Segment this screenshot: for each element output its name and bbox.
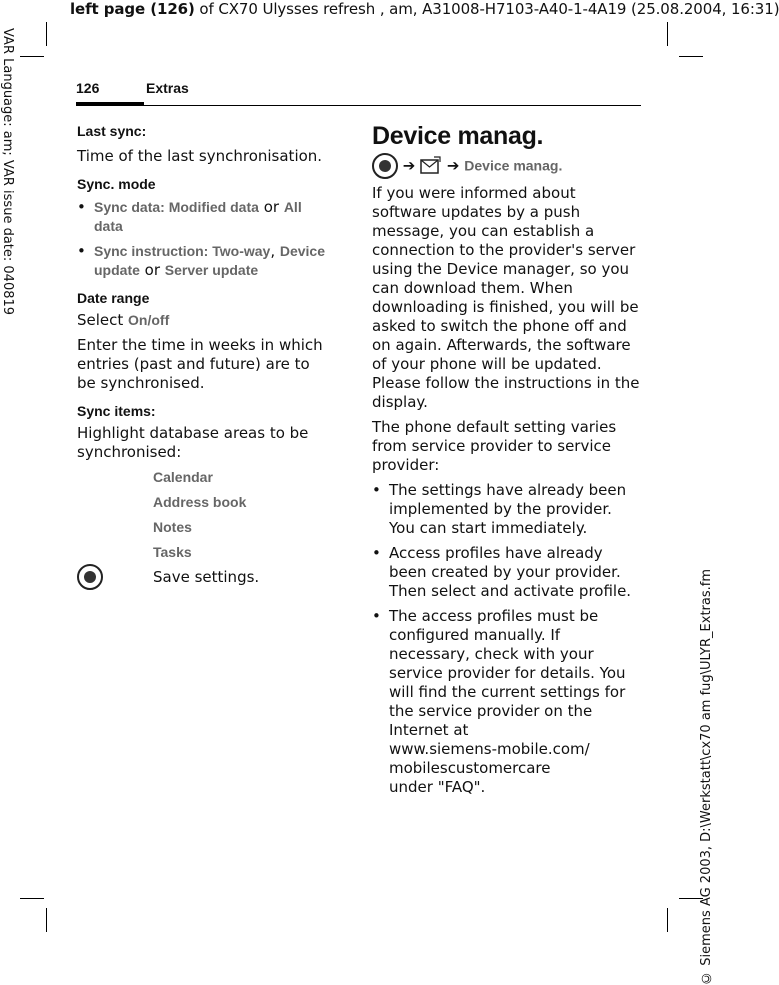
sync-item-calendar: Calendar <box>153 469 213 485</box>
sync-item-notes: Notes <box>153 519 192 535</box>
sync-items-text: Highlight database areas to be synchronised: <box>77 424 309 461</box>
crop-mark <box>46 908 47 932</box>
page-number: 126 <box>76 80 100 96</box>
connector-text: , <box>270 242 280 260</box>
messages-icon <box>420 156 442 176</box>
last-sync-text: Time of the last synchronisation. <box>77 147 323 165</box>
nav-key-icon <box>77 564 103 590</box>
print-header-page: left page (126) <box>70 0 195 18</box>
page-header <box>76 80 641 106</box>
connector-text: or <box>139 261 165 279</box>
save-settings-row <box>77 568 332 598</box>
select-text: Select <box>77 311 129 329</box>
section-title: Device manag. <box>372 122 544 150</box>
nav-key-icon <box>372 153 398 179</box>
page-title: Extras <box>146 80 189 96</box>
option-term: Device update <box>94 243 326 278</box>
sync-item-tasks: Tasks <box>153 544 192 560</box>
faq-reference: under "FAQ". <box>389 778 486 796</box>
option-term: All data <box>94 199 302 234</box>
option-term: Server update <box>164 262 259 278</box>
print-header-info: of CX70 Ulysses refresh , am, A31008-H7103-A40-1-4A19 (25.08.2004, 16:31) <box>194 0 779 18</box>
var-language-note: VAR Language: am; VAR issue date: 040819 <box>0 28 15 316</box>
connector-text: or <box>258 198 284 216</box>
default-setting-paragraph: The phone default setting varies from service provider to service provider: <box>372 418 617 474</box>
list-item <box>77 242 332 280</box>
list-item: • Access profiles have already been created by your provider. Then select and activate profile. <box>372 544 640 601</box>
arrow-icon: ➔ <box>446 156 460 175</box>
crop-mark <box>20 898 44 899</box>
crop-mark <box>667 22 668 46</box>
list-item: • The settings have already been implemented by the provider. You can start immediately. <box>372 481 640 538</box>
menu-path <box>372 153 640 181</box>
copyright-note: © Siemens AG 2003, D:\Werkstatt\cx70 am fug\ULYR_Extras.fm <box>699 569 714 985</box>
right-column <box>372 122 640 797</box>
list-item-text: The access profiles must be configured manually. If necessary, check with your service provider for details. You will find the current settings for the service provider on the Internet at <box>389 607 626 739</box>
crop-mark <box>679 56 703 57</box>
sync-items-label: Sync items: <box>77 403 156 419</box>
sync-mode-label: Sync. mode <box>77 176 156 192</box>
option-term: Sync data: Modified data <box>94 199 259 215</box>
crop-mark <box>20 56 44 57</box>
arrow-icon: ➔ <box>402 156 416 175</box>
list-item <box>372 607 640 797</box>
left-column <box>77 122 332 598</box>
sync-items-list <box>77 468 332 568</box>
crop-mark <box>46 22 47 46</box>
date-range-label: Date range <box>77 290 150 306</box>
sync-item-address-book: Address book <box>153 494 247 510</box>
print-header <box>70 0 779 20</box>
header-rule <box>76 105 641 106</box>
list-item <box>77 198 332 236</box>
provider-settings-list <box>372 481 640 797</box>
date-range-text: Enter the time in weeks in which entries (past and future) are to be synchronised. <box>77 336 323 392</box>
last-sync-label: Last sync: <box>77 123 147 139</box>
option-term: On/off <box>128 312 170 328</box>
url-line: mobilescustomercare <box>389 759 551 777</box>
intro-paragraph: If you were informed about software updates by a push message, you can establish a connection to the provider's server using the Device manager, so you can download them. When downloading is finished, you will be asked to switch the phone off and on again. Afterwards, the software of your phone will be updated. Please follow the instructions in the display. <box>372 184 640 411</box>
save-settings-text: Save settings. <box>153 568 260 586</box>
menu-path-term: Device manag. <box>464 157 563 174</box>
select-line <box>77 311 332 330</box>
sync-mode-list <box>77 198 332 280</box>
option-term: Sync instruction: Two-way <box>94 243 271 259</box>
crop-mark <box>667 908 668 932</box>
url-line: www.siemens-mobile.com/ <box>389 740 590 758</box>
